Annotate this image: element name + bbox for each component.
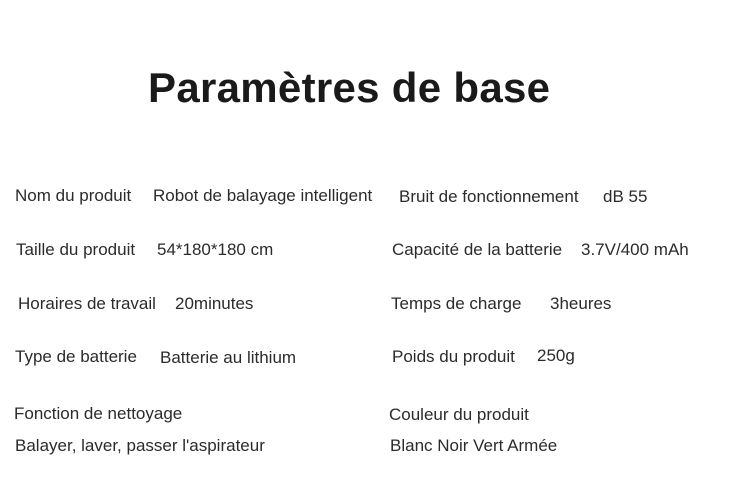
weight-value: 250g — [537, 346, 575, 365]
cleaning-function-label: Fonction de nettoyage — [14, 404, 183, 423]
product-name-label: Nom du produit — [15, 186, 132, 205]
cleaning-function-value: Balayer, laver, passer l'aspirateur — [15, 436, 265, 455]
battery-capacity-label: Capacité de la batterie — [392, 240, 563, 259]
color-label: Couleur du produit — [389, 405, 529, 424]
product-name-value: Robot de balayage intelligent — [153, 186, 373, 205]
color-value: Blanc Noir Vert Armée — [390, 436, 558, 455]
size-label: Taille du produit — [16, 240, 136, 259]
charge-time-value: 3heures — [550, 294, 612, 313]
size-value: 54*180*180 cm — [157, 240, 274, 259]
page-title: Paramètres de base — [148, 64, 551, 111]
battery-type-label: Type de batterie — [15, 347, 137, 366]
working-time-value: 20minutes — [175, 294, 254, 313]
noise-value: dB 55 — [603, 187, 648, 206]
charge-time-label: Temps de charge — [391, 294, 522, 313]
battery-capacity-value: 3.7V/400 mAh — [581, 240, 689, 259]
working-time-label: Horaires de travail — [18, 294, 156, 313]
battery-type-value: Batterie au lithium — [160, 348, 297, 367]
noise-label: Bruit de fonctionnement — [399, 187, 579, 206]
weight-label: Poids du produit — [392, 347, 515, 366]
